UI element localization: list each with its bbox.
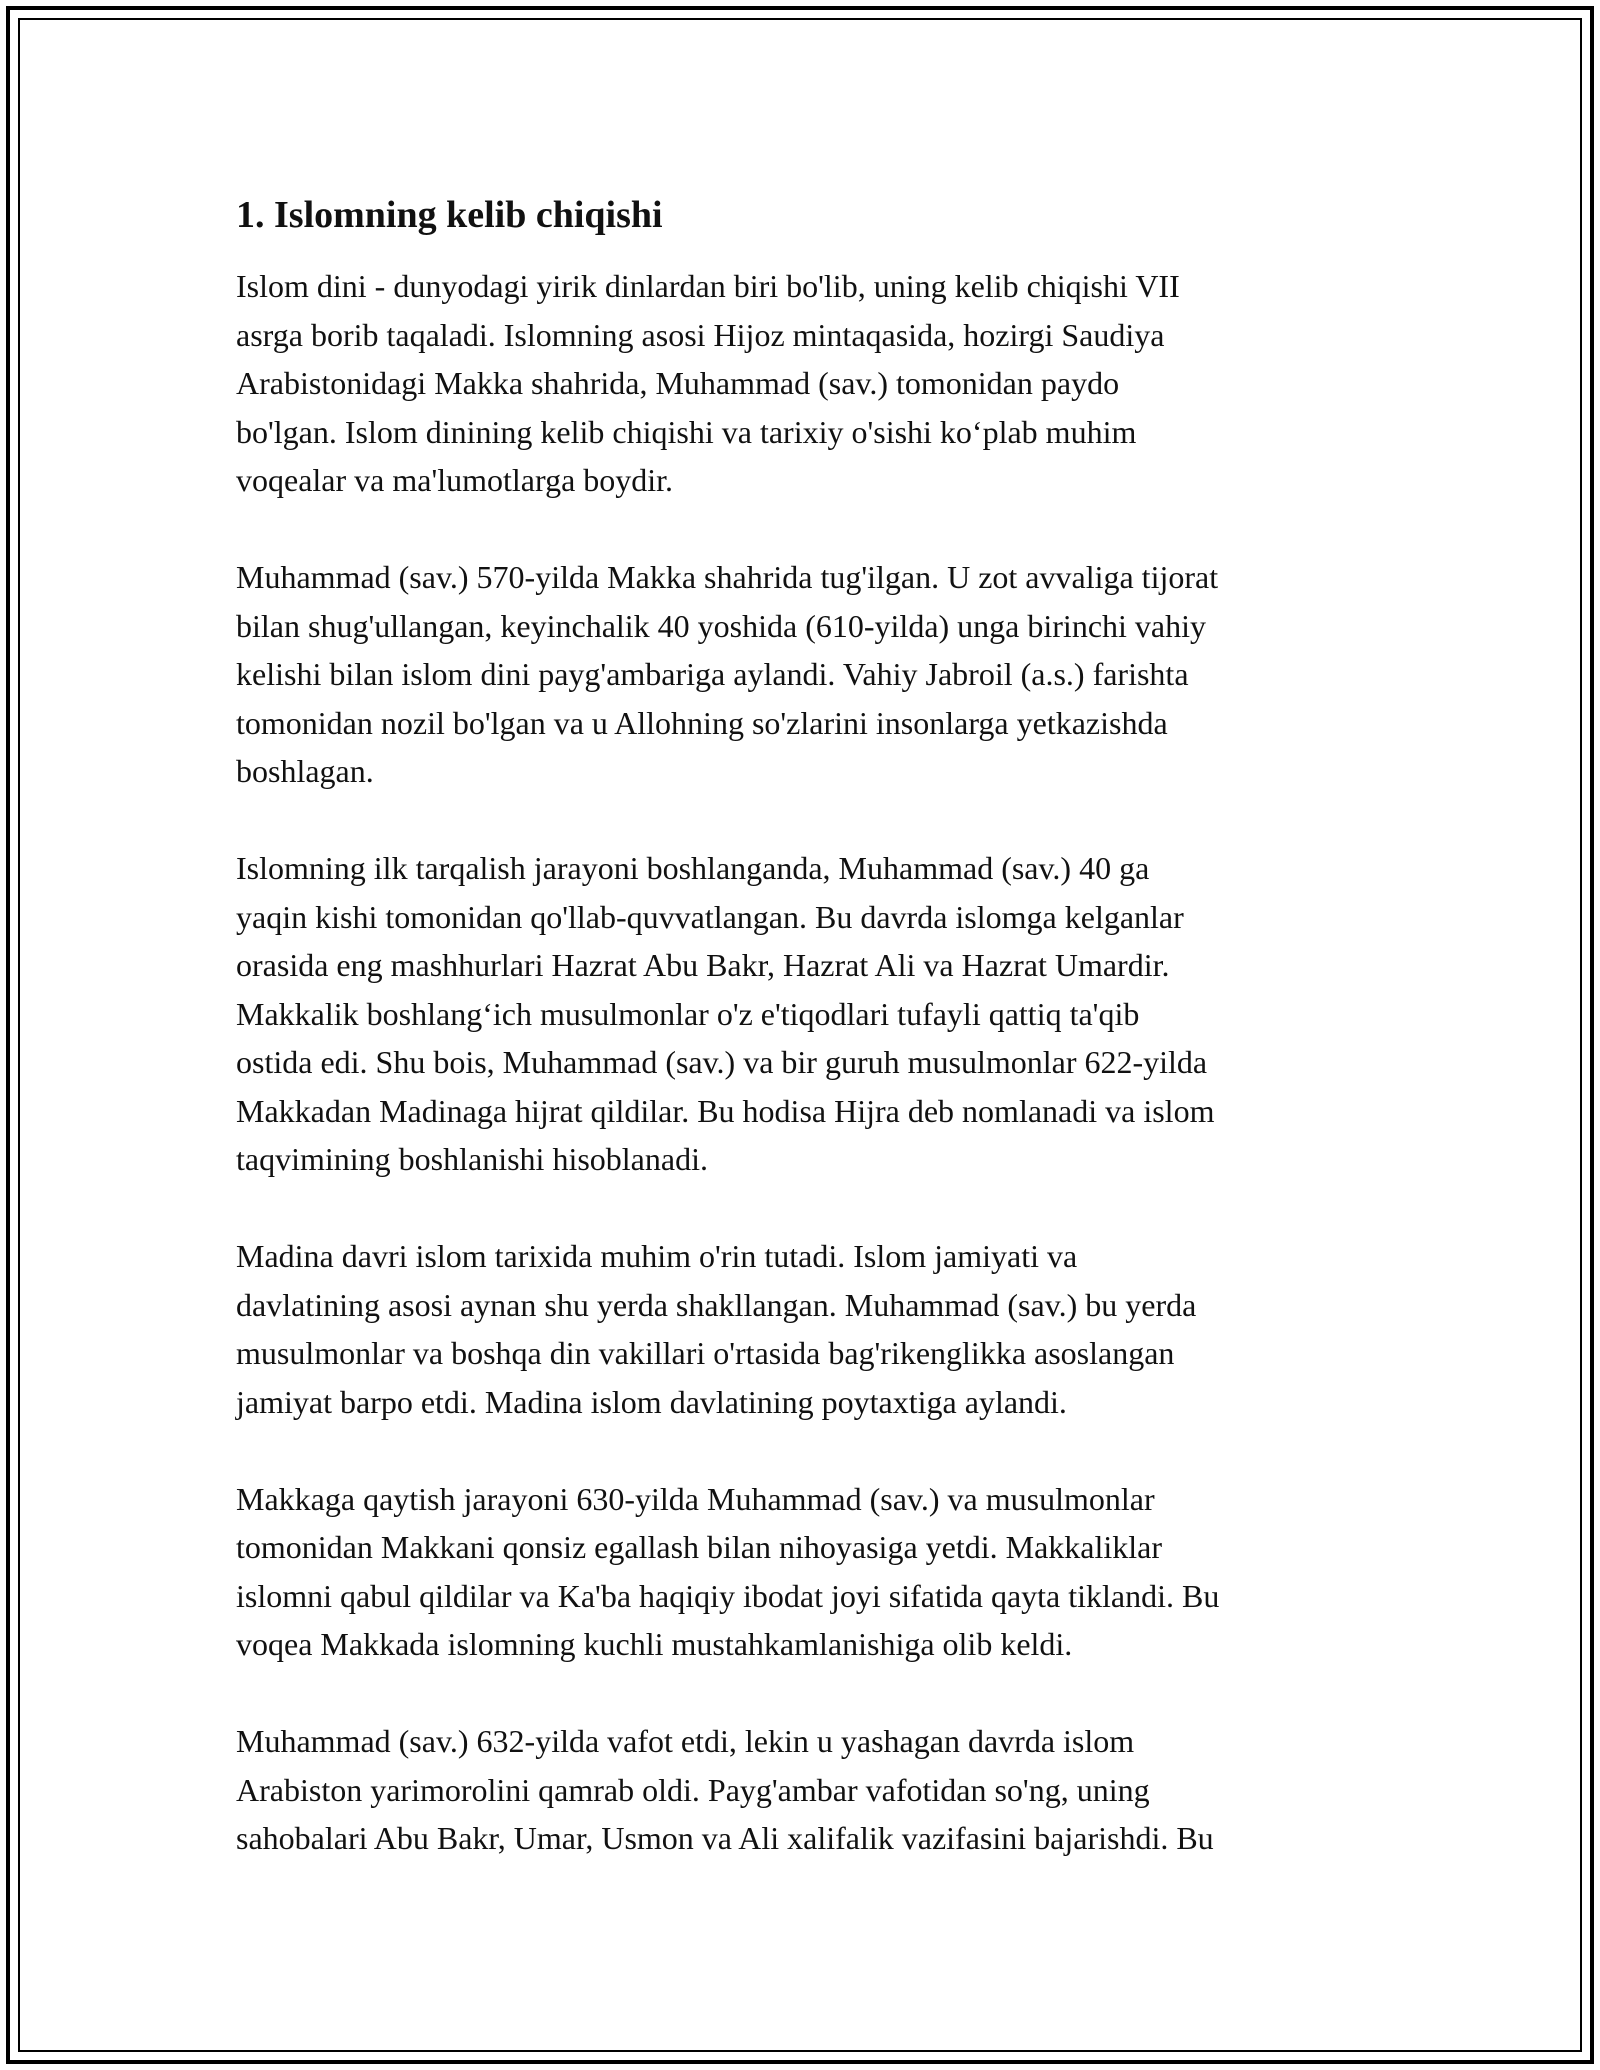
text-line: voqealar va ma'lumotlarga boydir. bbox=[236, 462, 674, 498]
text-line: taqvimining boshlanishi hisoblanadi. bbox=[236, 1141, 708, 1177]
text-line: kelishi bilan islom dini payg'ambariga aylandi. Vahiy Jabroil (a.s.) farishta bbox=[236, 656, 1189, 692]
text-line: Madina davri islom tarixida muhim o'rin tutadi. Islom jamiyati va bbox=[236, 1238, 1078, 1274]
text-line: Muhammad (sav.) 632-yilda vafot etdi, lekin u yashagan davrda islom bbox=[236, 1723, 1135, 1759]
text-line: bilan shug'ullangan, keyinchalik 40 yoshida (610-yilda) unga birinchi vahiy bbox=[236, 607, 1206, 644]
text-line: sahobalari Abu Bakr, Umar, Usmon va Ali xalifalik vazifasini bajarishdi. Bu bbox=[236, 1820, 1214, 1856]
text-line: ostida edi. Shu bois, Muhammad (sav.) va bir guruh musulmonlar 622-yilda bbox=[236, 1044, 1208, 1080]
paragraph bbox=[236, 844, 1366, 1184]
text-line: Arabistonidagi Makka shahrida, Muhammad (sav.) tomonidan paydo bbox=[236, 365, 1120, 401]
text-line: jamiyat barpo etdi. Madina islom davlatining poytaxtiga aylandi. bbox=[236, 1383, 1067, 1420]
text-line: voqea Makkada islomning kuchli mustahkamlanishiga olib keldi. bbox=[236, 1626, 1073, 1662]
text-line: orasida eng mashhurlari Hazrat Abu Bakr, Hazrat Ali va Hazrat Umardir. bbox=[236, 947, 1170, 983]
text-line: Arabiston yarimorolini qamrab oldi. Payg'ambar vafotidan so'ng, uning bbox=[236, 1771, 1150, 1808]
document-body bbox=[236, 190, 1366, 1911]
paragraph bbox=[236, 262, 1366, 505]
text-line: Muhammad (sav.) 570-yilda Makka shahrida tug'ilgan. U zot avvaliga tijorat bbox=[236, 559, 1219, 595]
paragraph bbox=[236, 553, 1366, 796]
text-line: islomni qabul qildilar va Ka'ba haqiqiy ibodat joyi sifatida qayta tiklandi. Bu bbox=[236, 1577, 1220, 1614]
text-line: davlatining asosi aynan shu yerda shakllangan. Muhammad (sav.) bu yerda bbox=[236, 1286, 1197, 1323]
text-line: yaqin kishi tomonidan qo'llab-quvvatlangan. Bu davrda islomga kelganlar bbox=[236, 898, 1184, 935]
paragraph bbox=[236, 1475, 1366, 1669]
text-line: boshlagan. bbox=[236, 753, 374, 789]
text-line: asrga borib taqaladi. Islomning asosi Hijoz mintaqasida, hozirgi Saudiya bbox=[236, 316, 1165, 353]
text-line: tomonidan Makkani qonsiz egallash bilan nihoyasiga yetdi. Makkaliklar bbox=[236, 1529, 1163, 1565]
section-heading: 1. Islomning kelib chiqishi bbox=[236, 194, 663, 236]
text-line: Islomning ilk tarqalish jarayoni boshlanganda, Muhammad (sav.) 40 ga bbox=[236, 850, 1150, 886]
text-line: Makkalik boshlang‘ich musulmonlar o'z e'tiqodlari tufayli qattiq ta'qib bbox=[236, 995, 1140, 1032]
paragraph bbox=[236, 1232, 1366, 1426]
text-line: musulmonlar va boshqa din vakillari o'rtasida bag'rikenglikka asoslangan bbox=[236, 1335, 1175, 1371]
paragraph bbox=[236, 1717, 1366, 1863]
text-line: tomonidan nozil bo'lgan va u Allohning so'zlarini insonlarga yetkazishda bbox=[236, 704, 1168, 741]
text-line: Makkadan Madinaga hijrat qildilar. Bu hodisa Hijra deb nomlanadi va islom bbox=[236, 1092, 1215, 1129]
text-line: Makkaga qaytish jarayoni 630-yilda Muhammad (sav.) va musulmonlar bbox=[236, 1480, 1155, 1517]
text-line: bo'lgan. Islom dinining kelib chiqishi va tarixiy o'sishi ko‘plab muhim bbox=[236, 413, 1137, 450]
text-line: Islom dini - dunyodagi yirik dinlardan biri bo'lib, uning kelib chiqishi VII bbox=[236, 268, 1180, 304]
